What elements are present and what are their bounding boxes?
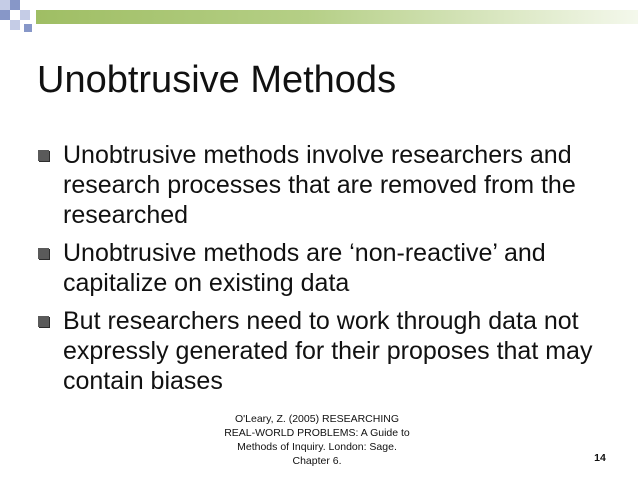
bullet-text: Unobtrusive methods involve researchers and research processes that are removed from the researched (63, 141, 576, 229)
square-bullet-icon (38, 316, 49, 327)
decorative-header-band (0, 0, 638, 40)
square-bullet-icon (38, 150, 49, 161)
slide-title: Unobtrusive Methods (37, 59, 397, 101)
green-gradient-stripe (36, 10, 638, 24)
bullet-item (0, 238, 623, 298)
bullet-text: But researchers need to work through data not expressly generated for their proposes that may contain biases (63, 307, 593, 395)
checker-pattern (0, 0, 32, 32)
bullet-item (0, 306, 623, 396)
square-bullet-icon (38, 248, 49, 259)
bullet-text: Unobtrusive methods are ‘non-reactive’ and capitalize on existing data (63, 239, 546, 297)
slide-number: 14 (594, 452, 606, 464)
bullet-list (0, 140, 623, 404)
bullet-item (0, 140, 623, 230)
citation-footer: O'Leary, Z. (2005) RESEARCHING REAL-WORLD PROBLEMS: A Guide to Methods of Inquiry. London: Sage. Chapter 6. (224, 413, 410, 467)
